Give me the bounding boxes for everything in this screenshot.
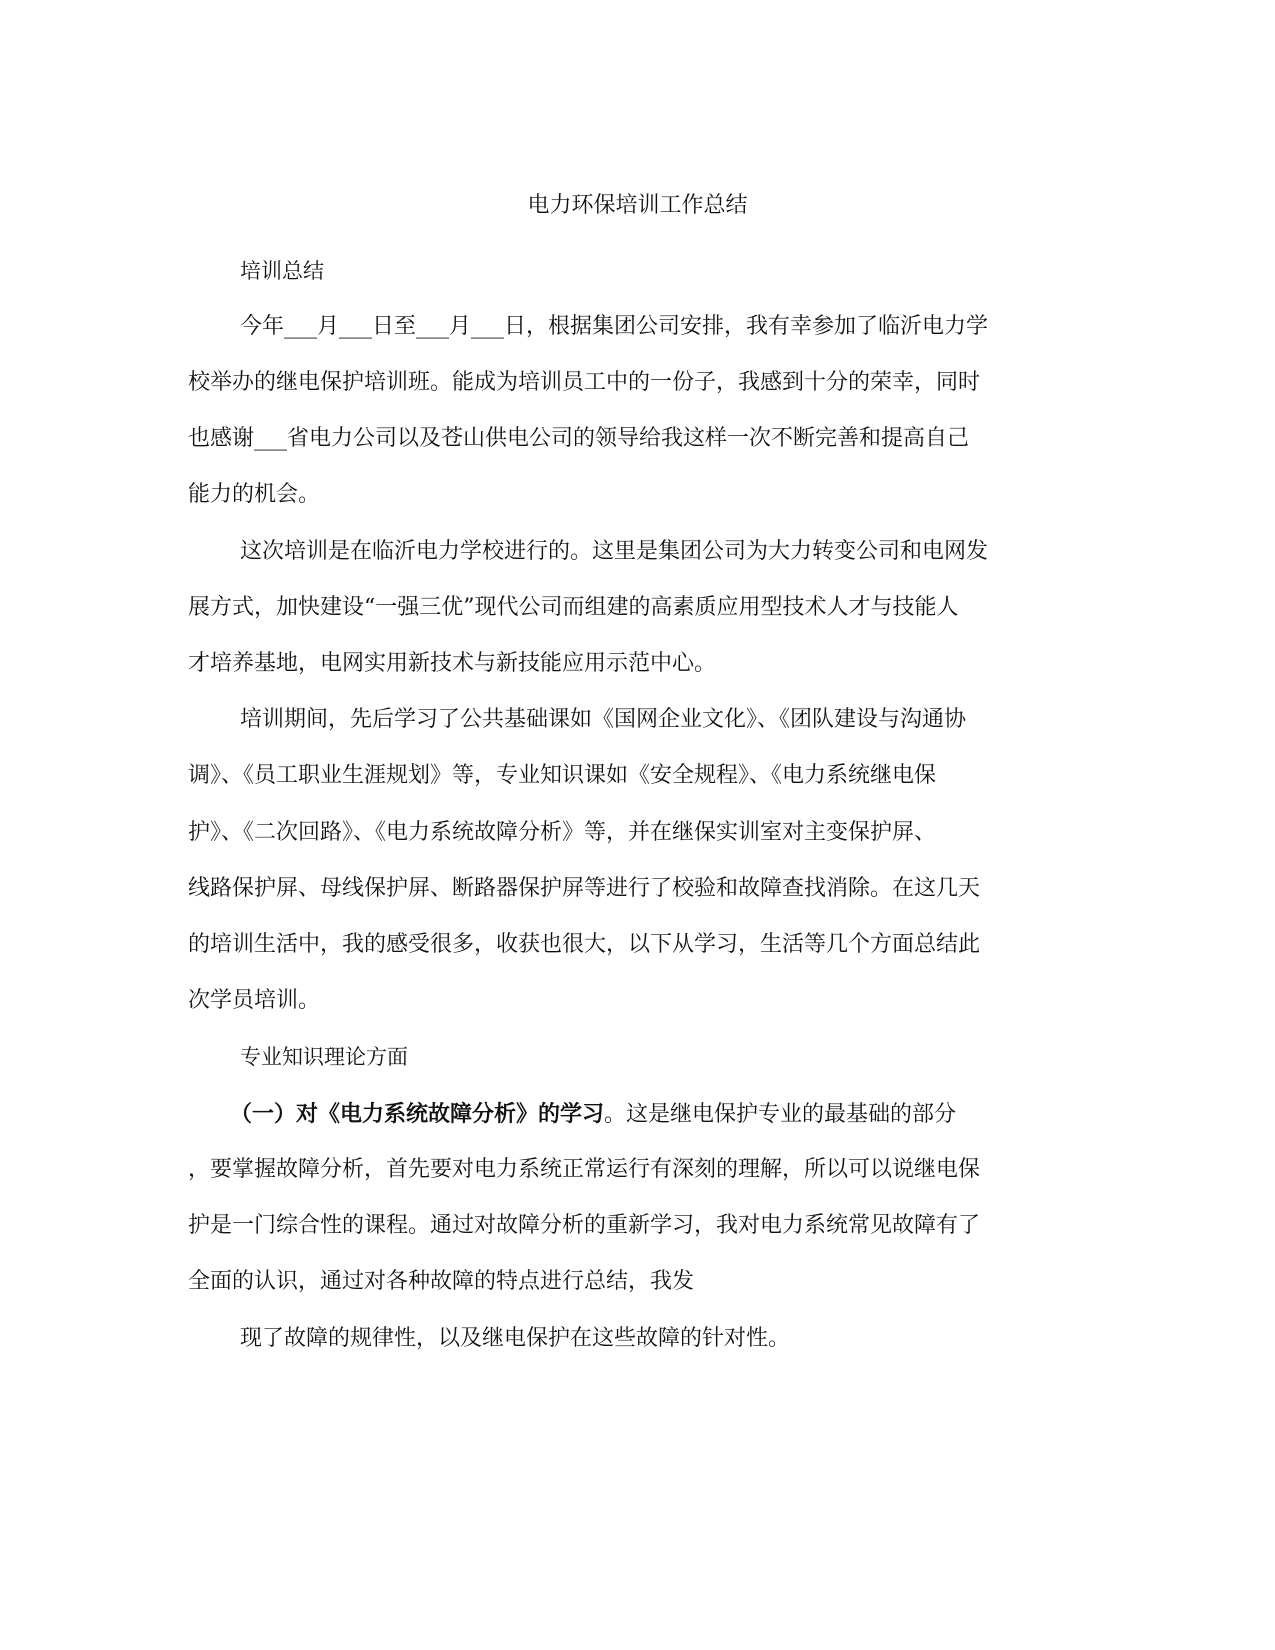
text-line: 的培训生活中，我的感受很多，收获也很大，以下从学习，生活等几个方面总结此 [188,932,981,957]
text-line: ，要掌握故障分析，首先要对电力系统正常运行有深刻的理解，所以可以说继电保 [188,1157,981,1182]
text-line: 培训期间，先后学习了公共基础课如《国网企业文化》、《团队建设与沟通协 [240,707,967,732]
text-run: 。这是继电保护专业的最基础的部分 [604,1102,957,1127]
bold-subheading: （一）对《电力系统故障分析》的学习 [230,1101,605,1127]
text-line: 展方式，加快建设“一强三优”现代公司而组建的高素质应用型技术人才与技能人 [188,595,959,620]
section-heading-theory: 专业知识理论方面 [240,1045,408,1069]
paragraph-fault-pattern: 现了故障的规律性，以及继电保护在这些故障的针对性。 [240,1326,791,1351]
text-line: 能力的机会。 [188,482,321,507]
text-line: 调》、《员工职业生涯规划》等，专业知识课如《安全规程》、《电力系统继电保 [188,763,937,788]
text-line: 护是一门综合性的课程。通过对故障分析的重新学习，我对电力系统常见故障有了 [188,1213,981,1238]
text-line: 校举办的继电保护培训班。能成为培训员工中的一份子，我感到十分的荣幸，同时 [188,370,981,395]
document-title: 电力环保培训工作总结 [527,193,748,218]
text-line: 才培养基地，电网实用新技术与新技能应用示范中心。 [188,651,717,676]
text-line: 今年___月___日至___月___日，根据集团公司安排，我有幸参加了临沂电力学 [240,314,989,339]
text-line: 护》、《二次回路》、《电力系统故障分析》等，并在继保实训室对主变保护屏、 [188,820,937,845]
text-line: 次学员培训。 [188,988,321,1013]
text-line-first [0,1098,1275,1131]
text-line: 线路保护屏、母线保护屏、断路器保护屏等进行了校验和故障查找消除。在这几天 [188,876,981,901]
section-heading-summary: 培训总结 [240,259,324,283]
text-line: 这次培训是在临沂电力学校进行的。这里是集团公司为大力转变公司和电网发 [240,539,989,564]
text-line: 全面的认识，通过对各种故障的特点进行总结，我发 [188,1269,695,1294]
text-line: 也感谢___省电力公司以及苍山供电公司的领导给我这样一次不断完善和提高自己 [188,426,970,451]
